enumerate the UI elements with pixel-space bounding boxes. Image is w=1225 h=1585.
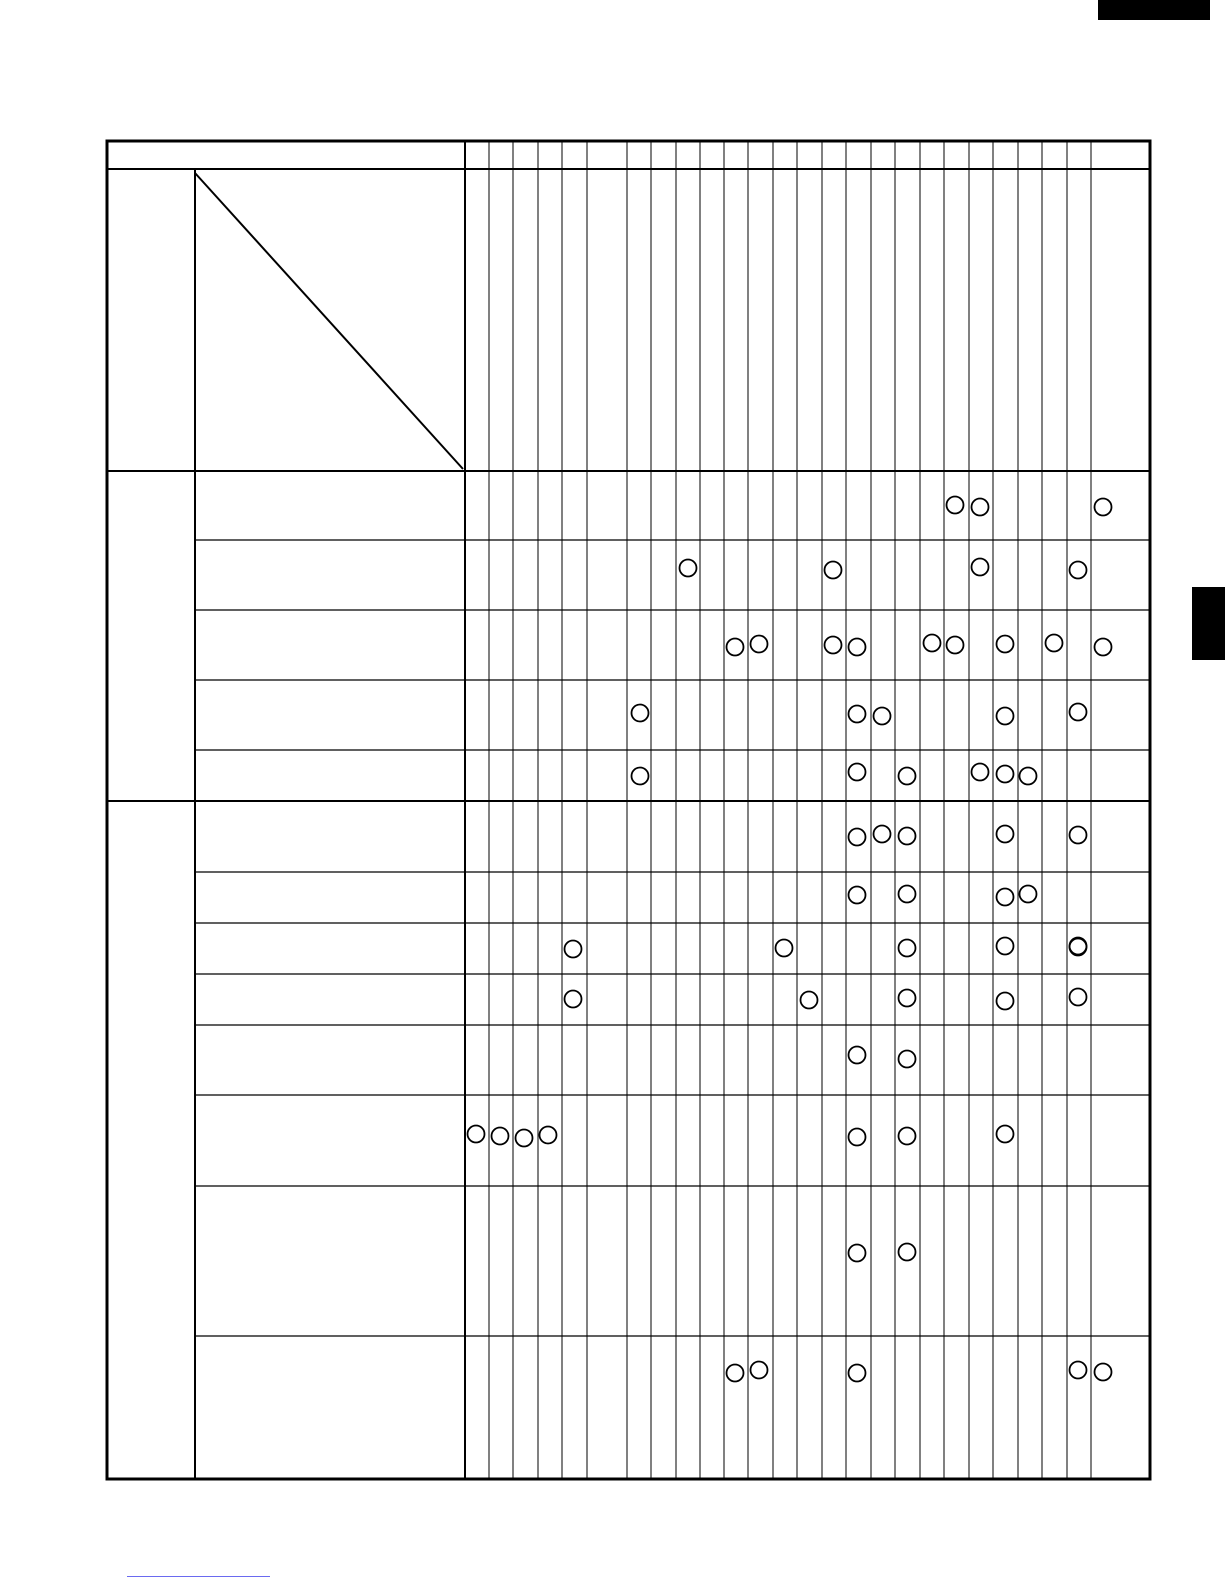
check-mark-circle [874, 708, 891, 725]
check-mark-circle [997, 636, 1014, 653]
check-mark-circle [874, 826, 891, 843]
check-mark-circle [997, 889, 1014, 906]
check-mark-circle [849, 1129, 866, 1146]
check-mark-circle [924, 635, 941, 652]
check-mark-circle [1095, 1364, 1112, 1381]
check-mark-circle [849, 887, 866, 904]
check-mark-circle [516, 1130, 533, 1147]
check-mark-circle [540, 1127, 557, 1144]
table-border [107, 141, 1150, 1479]
check-mark-circle [727, 1365, 744, 1382]
check-mark-circle [632, 768, 649, 785]
check-mark-circle [972, 559, 989, 576]
footer-link-underline[interactable] [127, 1576, 270, 1577]
check-mark-circle [849, 1245, 866, 1262]
check-mark-circle [849, 764, 866, 781]
check-mark-circle [997, 993, 1014, 1010]
check-mark-circle [1020, 768, 1037, 785]
check-mark-circle [1070, 827, 1087, 844]
check-mark-circle [1046, 635, 1063, 652]
check-mark-circle [1070, 1362, 1087, 1379]
check-mark-circle [899, 1128, 916, 1145]
check-mark-circle [565, 991, 582, 1008]
check-mark-circle [849, 1365, 866, 1382]
check-mark-circle [1070, 704, 1087, 721]
check-mark-circle [997, 938, 1014, 955]
check-mark-circle [899, 828, 916, 845]
check-mark-circle [1070, 938, 1087, 955]
check-mark-circle [751, 1362, 768, 1379]
check-mark-circle [1020, 886, 1037, 903]
check-mark-circle [972, 764, 989, 781]
check-mark-circle [997, 1126, 1014, 1143]
check-mark-circle [997, 708, 1014, 725]
check-mark-circle [565, 941, 582, 958]
check-mark-circle [849, 639, 866, 656]
check-mark-circle [947, 637, 964, 654]
check-mark-circle [776, 940, 793, 957]
check-mark-circle [632, 705, 649, 722]
check-mark-circle [801, 992, 818, 1009]
check-mark-circle [680, 560, 697, 577]
check-mark-circle [468, 1126, 485, 1143]
check-mark-circle [849, 1047, 866, 1064]
check-mark-circle [947, 497, 964, 514]
check-mark-circle [899, 768, 916, 785]
check-mark-circle [825, 637, 842, 654]
check-mark-circle [751, 636, 768, 653]
check-mark-circle [899, 1244, 916, 1261]
check-mark-circle [972, 499, 989, 516]
check-mark-circle [899, 1051, 916, 1068]
check-mark-circle [1070, 989, 1087, 1006]
check-mark-circle [825, 562, 842, 579]
corner-diagonal-line [195, 173, 463, 469]
check-mark-circle [1095, 639, 1112, 656]
check-mark-circle [997, 766, 1014, 783]
check-mark-circle [899, 940, 916, 957]
check-mark-circle [899, 886, 916, 903]
check-mark-circle [1095, 499, 1112, 516]
check-mark-circle [492, 1128, 509, 1145]
check-mark-circle [1070, 562, 1087, 579]
check-mark-circle [727, 639, 744, 656]
check-mark-circle [849, 829, 866, 846]
check-mark-circle [899, 990, 916, 1007]
check-mark-circle [997, 826, 1014, 843]
check-mark-circle [849, 706, 866, 723]
